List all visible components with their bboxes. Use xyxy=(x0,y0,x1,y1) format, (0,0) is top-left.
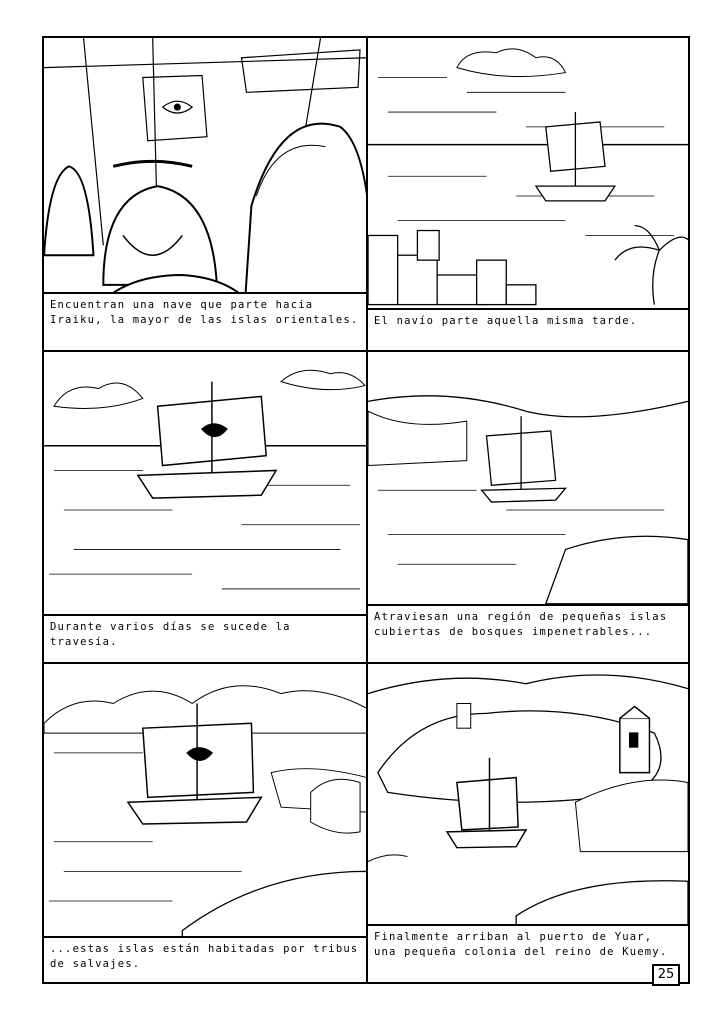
character-left-man xyxy=(44,166,93,255)
tower xyxy=(620,706,650,772)
panel-3-caption: Durante varios días se sucede la travesía. xyxy=(44,614,367,662)
panel-6-caption: Finalmente arriban al puerto de Yuar, una pequeña colonia del reino de Kuemy. xyxy=(368,924,688,982)
panel-4-caption: Atraviesan una región de pequeñas islas cubiertas de bosques impenetrables... xyxy=(368,604,688,662)
panel-1-caption: Encuentran una nave que parte hacia Iraiku, la mayor de las islas orientales. xyxy=(44,292,367,350)
palm-tree xyxy=(615,226,688,305)
panel-2-art xyxy=(368,38,688,350)
panel-4 xyxy=(366,350,690,664)
panel-2 xyxy=(366,36,690,352)
panel-5-art xyxy=(44,664,367,982)
panel-2-caption: El navío parte aquella misma tarde. xyxy=(368,308,688,350)
city xyxy=(368,231,536,305)
panel-1 xyxy=(42,36,369,352)
ship-distant xyxy=(482,416,566,502)
panel-5 xyxy=(42,662,369,984)
panel-6 xyxy=(366,662,690,984)
ship-sailing xyxy=(536,112,615,201)
page-number: 25 xyxy=(652,964,680,986)
panel-5-caption: ...estas islas están habitadas por tribus de salvajes. xyxy=(44,936,367,982)
ship-eagle-sail xyxy=(138,382,276,498)
panel-3 xyxy=(42,350,369,664)
